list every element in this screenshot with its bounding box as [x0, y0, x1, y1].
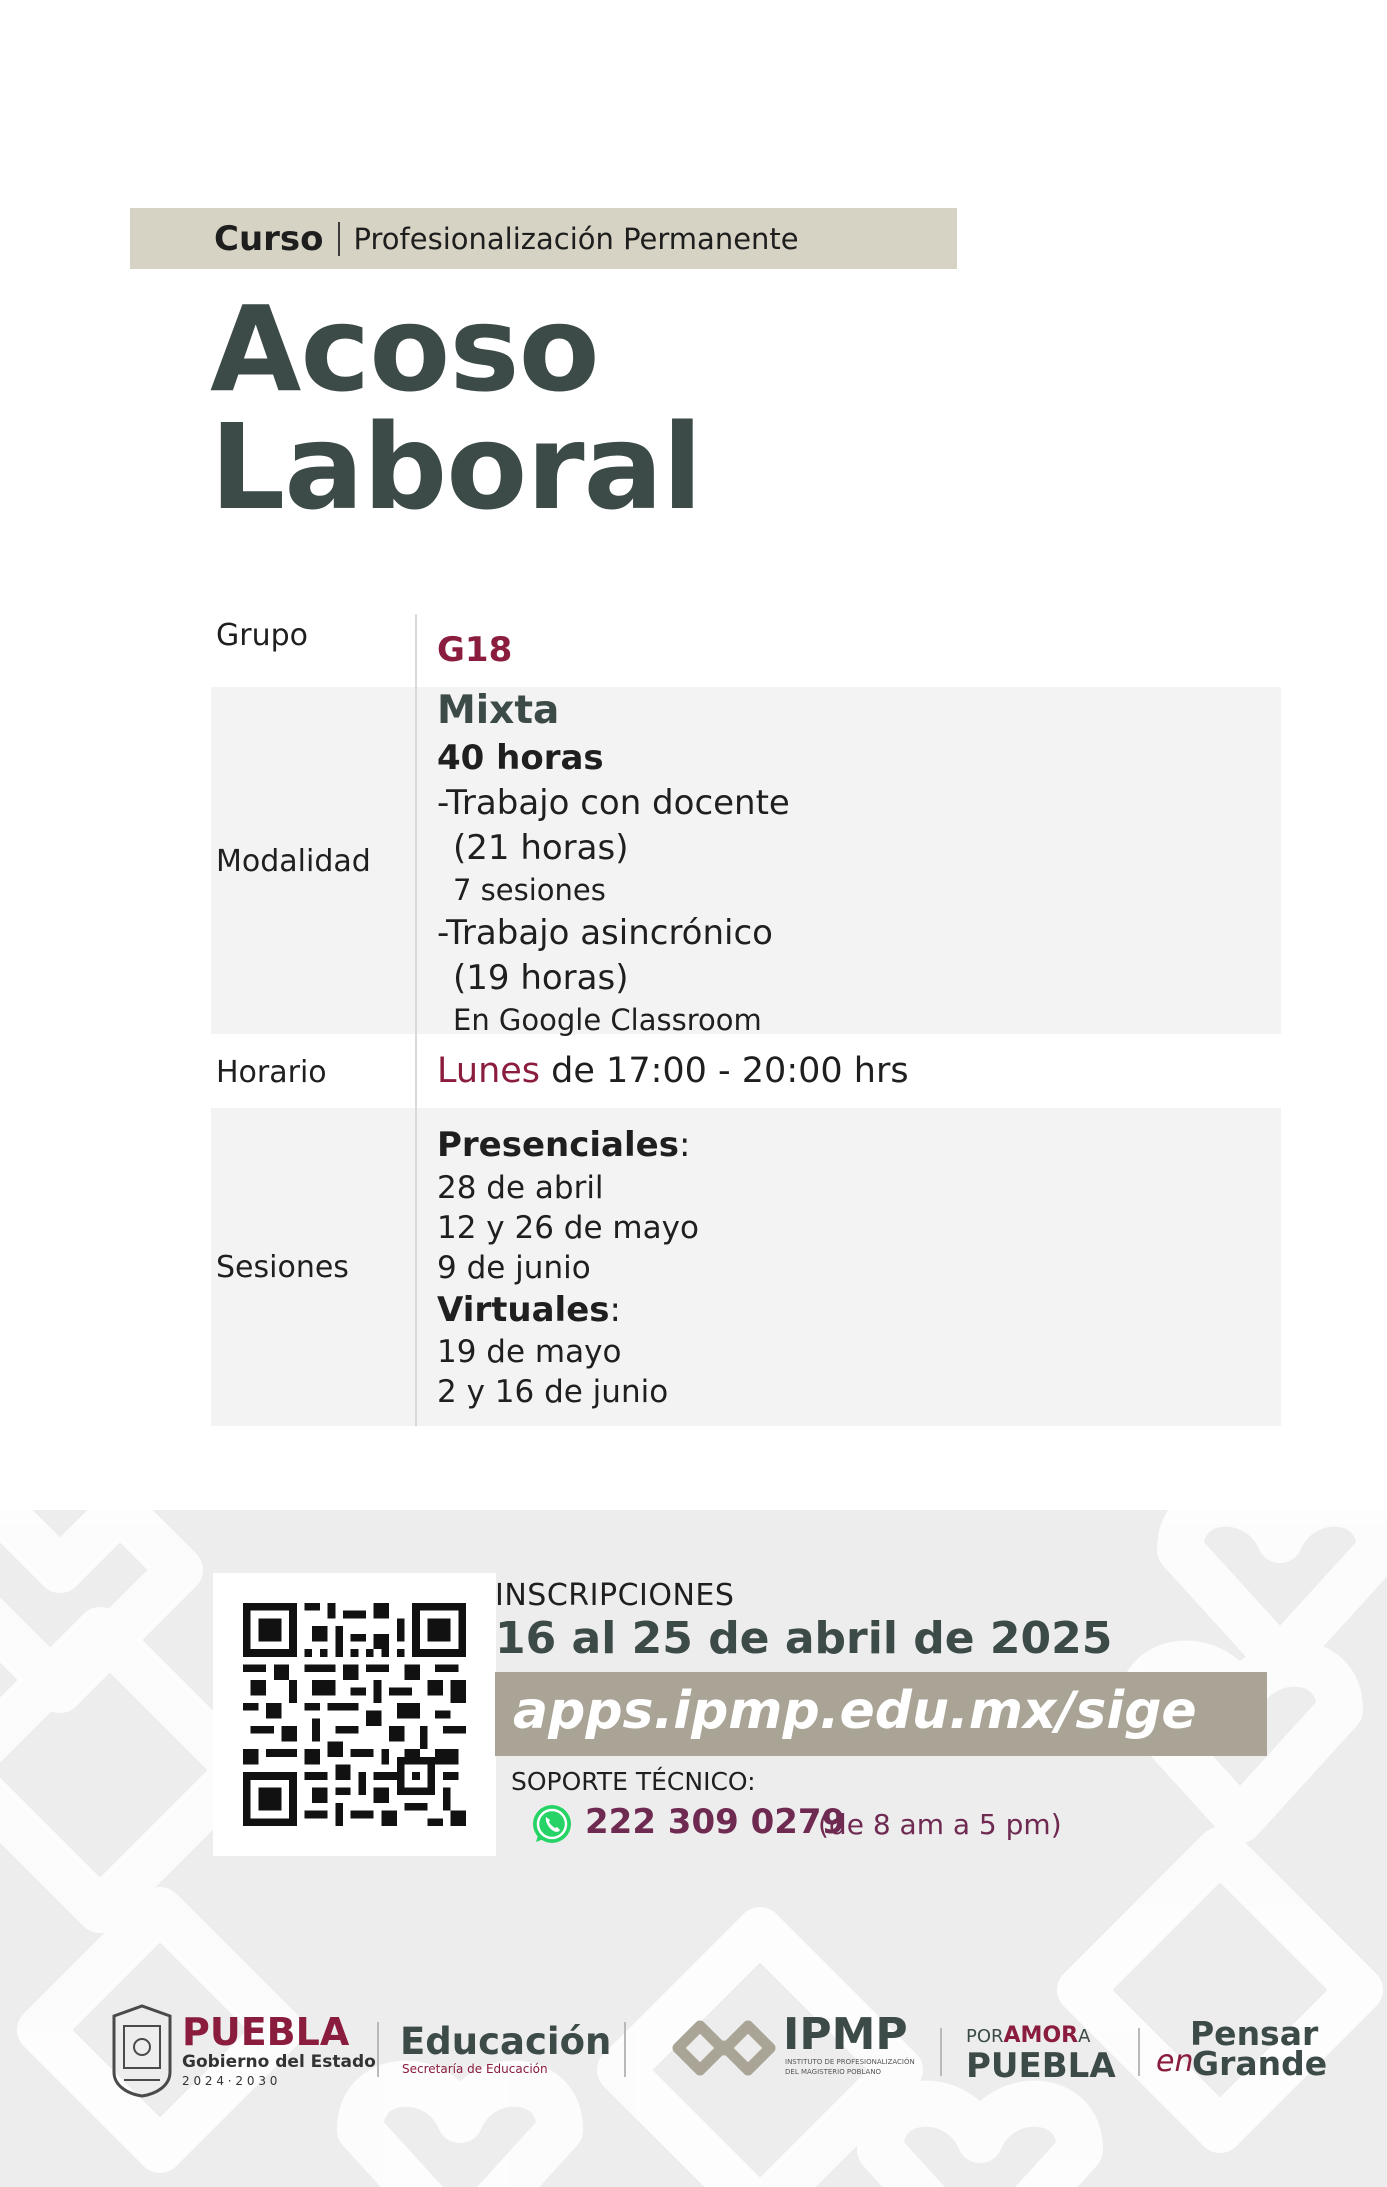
puebla-logo-years: 2 0 2 4 · 2 0 3 0: [182, 2074, 278, 2088]
modalidad-part2-detail: En Google Classroom: [453, 1003, 762, 1037]
horario-day: Lunes: [437, 1051, 541, 1091]
ipmp-logo-sub1: INSTITUTO DE PROFESIONALIZACIÓN: [785, 2058, 915, 2066]
registration-dates: 16 al 25 de abril de 2025: [495, 1613, 1113, 1664]
support-label: SOPORTE TÉCNICO:: [511, 1767, 756, 1796]
por-amor-amor: AMOR: [1003, 2023, 1079, 2048]
whatsapp-icon: [530, 1802, 574, 1846]
modalidad-label: Modalidad: [216, 844, 371, 879]
ipmp-logo-name: IPMP: [783, 2009, 908, 2060]
title-line-2: Laboral: [210, 398, 702, 536]
sesiones-row-bg: [211, 1108, 1281, 1426]
por-amor-a: A: [1078, 2026, 1091, 2047]
pensar-en: en: [1156, 2044, 1194, 2079]
presencial-date: 28 de abril: [437, 1170, 604, 1206]
registration-label: INSCRIPCIONES: [495, 1578, 735, 1613]
logo-divider: [624, 2022, 626, 2077]
modalidad-part1-detail: 7 sesiones: [453, 873, 606, 907]
title-line-1: Acoso: [210, 280, 599, 418]
ipmp-logo-sub2: DEL MAGISTERIO POBLANO: [785, 2068, 882, 2076]
horario-label: Horario: [216, 1055, 327, 1090]
presencial-date: 12 y 26 de mayo: [437, 1210, 699, 1246]
support-hours: (de 8 am a 5 pm): [818, 1808, 1062, 1841]
puebla-logo-sub: Gobierno del Estado: [182, 2052, 376, 2072]
por-amor-puebla: PUEBLA: [966, 2046, 1116, 2086]
modalidad-type: Mixta: [437, 688, 560, 733]
puebla-logo-name: PUEBLA: [182, 2010, 350, 2054]
horario-time: de 17:00 - 20:00 hrs: [551, 1051, 909, 1091]
logo-divider: [940, 2028, 942, 2076]
program-name: Profesionalización Permanente: [353, 221, 799, 256]
educacion-logo-name: Educación: [400, 2020, 612, 2063]
support-phone-link[interactable]: 222 309 0279: [585, 1802, 846, 1842]
grupo-label: Grupo: [216, 618, 308, 653]
grupo-value: G18: [437, 630, 513, 670]
banner-divider: [338, 222, 340, 256]
modalidad-part1-hours: (21 horas): [453, 828, 629, 868]
virtuales-label: Virtuales: [437, 1290, 610, 1330]
logo-divider: [1138, 2028, 1140, 2076]
table-divider: [415, 614, 417, 1426]
pensar-grande: Grande: [1192, 2044, 1328, 2083]
puebla-coat-of-arms-logo: [110, 2002, 174, 2098]
modalidad-value: [437, 686, 790, 1040]
por-amor-por: POR: [966, 2026, 1004, 2047]
virtual-date: 2 y 16 de junio: [437, 1374, 669, 1410]
registration-url-link[interactable]: apps.ipmp.edu.mx/sige: [513, 1681, 1197, 1741]
presencial-date: 9 de junio: [437, 1250, 591, 1286]
qr-code[interactable]: [243, 1603, 466, 1826]
sesiones-label: Sesiones: [216, 1250, 349, 1285]
horario-value: [437, 1050, 909, 1092]
presenciales-label: Presenciales: [437, 1125, 679, 1165]
educacion-logo-sub: Secretaría de Educación: [402, 2062, 548, 2076]
modalidad-total: 40 horas: [437, 738, 604, 778]
course-kind: Curso: [214, 218, 324, 259]
pensar-line1: Pensar: [1190, 2014, 1319, 2053]
modalidad-part2: -Trabajo asincrónico: [437, 913, 773, 953]
ipmp-heart-icon: [672, 2020, 776, 2076]
modalidad-part2-hours: (19 horas): [453, 958, 629, 998]
modalidad-part1: -Trabajo con docente: [437, 783, 790, 823]
course-banner: [130, 208, 957, 269]
sesiones-value: Presenciales: 28 de abril 12 y 26 de mayo 9 de junio Virtuales: 19 de mayo 2 y 16 de junio: [437, 1125, 699, 1410]
logo-divider: [377, 2022, 379, 2077]
course-title: [210, 280, 1110, 536]
coat-of-arms-icon: [110, 2002, 174, 2098]
virtual-date: 19 de mayo: [437, 1334, 622, 1370]
